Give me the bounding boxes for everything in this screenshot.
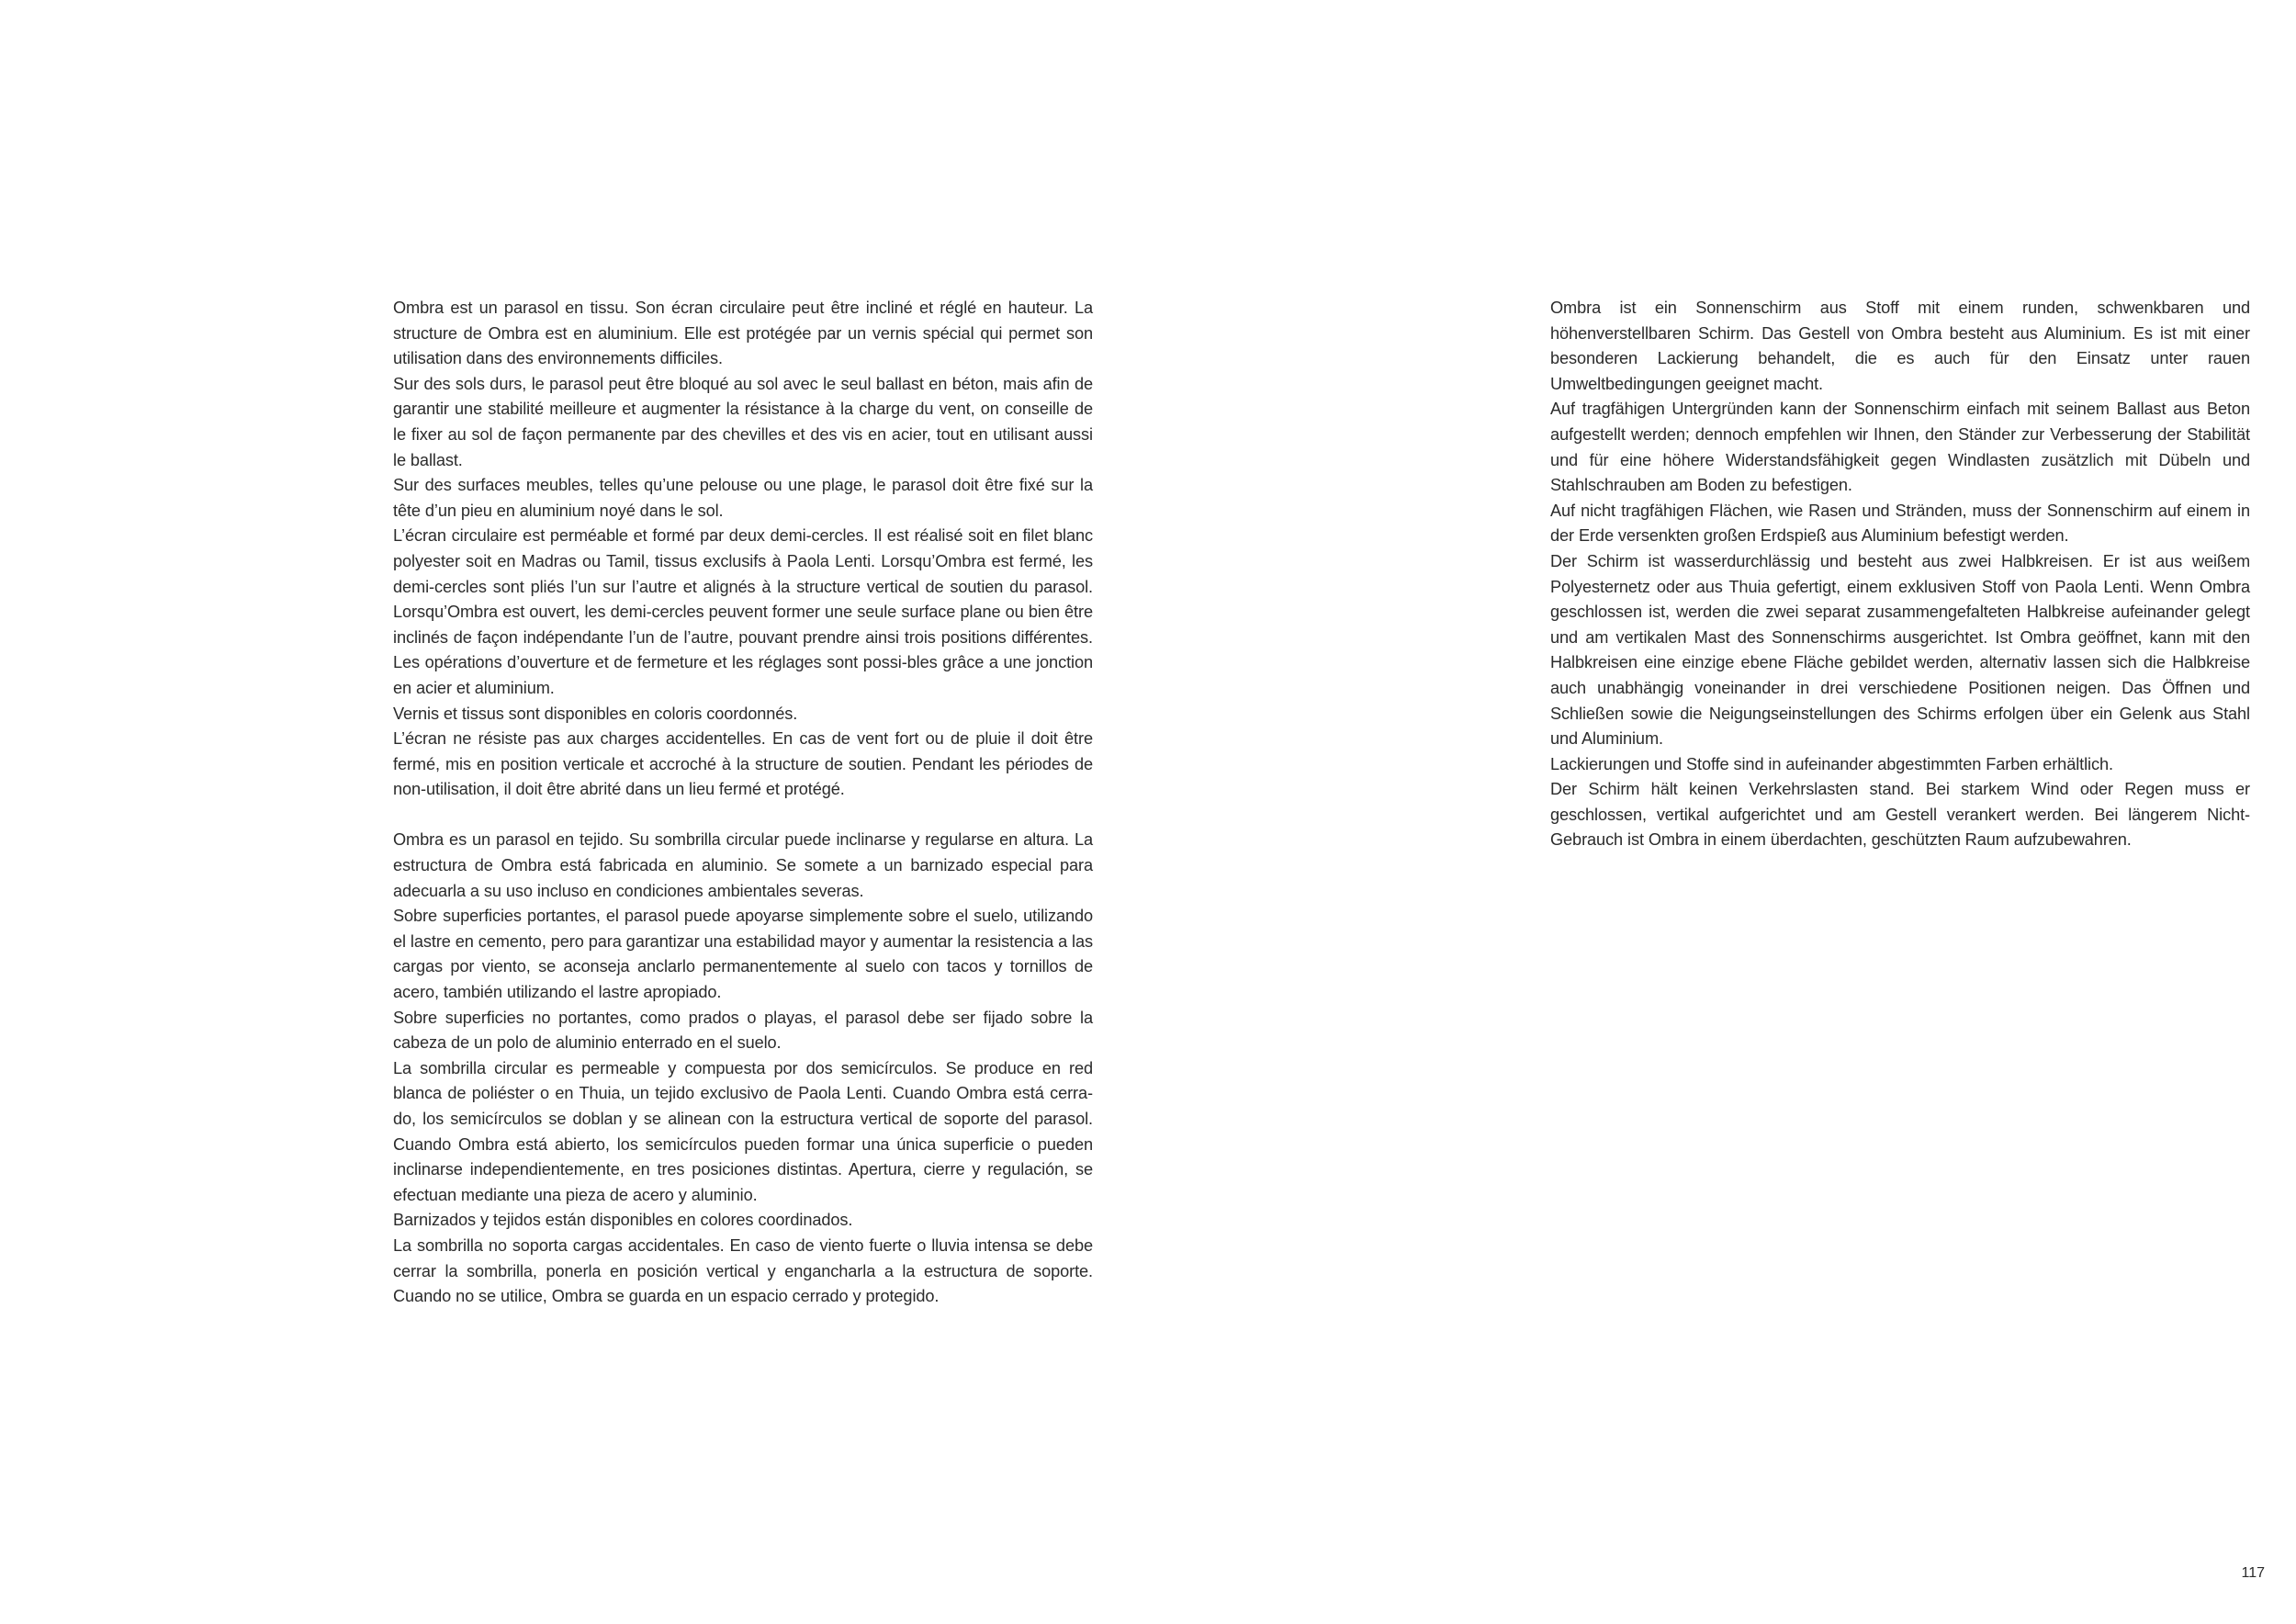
paragraph: Lackierungen und Stoffe sind in aufeinander abgestimmten Farben erhältlich. (1550, 754, 2113, 773)
paragraph: Sobre superficies portantes, el parasol puede apoyarse simplemente sobre el suelo, utilizando el lastre en cemento, pero para garantizar una estabilidad mayor y aumentar la resistencia a las cargas por viento, se aconseja anclarlo permanentemente al suelo con tacos y tornillos de acero, también utilizando el lastre apropiado. (393, 907, 1093, 1002)
paragraph: Sur des sols durs, le parasol peut être bloqué au sol avec le seul ballast en béton, mais afin de garantir une stabilité meilleure et augmenter la résistance à la charge du vent, on conseille de le fixer au sol de façon permanente par des chevilles et des vis en acier, tout en utilisant aussi le ballast. (393, 374, 1093, 469)
german-section (1550, 296, 2250, 853)
paragraph: Ombra es un parasol en tejido. Su sombrilla circular puede inclinarse y regularse en altura. La estructura de Ombra está fabricada en aluminio. Se somete a un barnizado especial para adecuarla a su uso incluso en condiciones ambientales severas. (393, 830, 1093, 900)
paragraph: Sobre superficies no portantes, como prados o playas, el parasol debe ser fijado sobre la cabeza de un polo de aluminio enterrado en el suelo. (393, 1008, 1093, 1053)
paragraph: Auf tragfähigen Untergründen kann der Sonnenschirm einfach mit seinem Ballast aus Beton aufgestellt werden; dennoch empfehlen wir Ihnen, den Ständer zur Verbesserung der Stabilität und für eine höhere Widerstandsfähigkeit gegen Windlasten zusätzlich mit Dübeln und Stahlschrauben am Boden zu befestigen. (1550, 400, 2250, 495)
paragraph: La sombrilla no soporta cargas accidentales. En caso de viento fuerte o lluvia intensa se debe cerrar la sombrilla, ponerla en posición vertical y engancharla a la estructura de soporte. Cuando no se utilice, Ombra se guarda en un espacio cerrado y protegido. (393, 1235, 1093, 1306)
page-number: 117 (2241, 1565, 2265, 1581)
spanish-section (393, 828, 1093, 1309)
left-text-column (393, 296, 1093, 1310)
paragraph: Der Schirm ist wasserdurchlässig und besteht aus zwei Halbkreisen. Er ist aus weißem Polyesternetz oder aus Thuia gefertigt, einem exklusiven Stoff von Paola Lenti. Wenn Ombra geschlossen ist, werden die zwei separat zusammengefalteten Halbkreise aufeinander gelegt und am vertikalen Mast des Sonnenschirms ausgerichtet. Ist Ombra geöffnet, kann mit den Halbkreisen eine einzige ebene Fläche gebildet werden, alternativ lassen sich die Halbkreise auch unabhängig voneinander in drei verschiedene Positionen neigen. Das Öffnen und Schließen sowie die Neigungseinstellungen des Schirms erfolgen über ein Gelenk aus Stahl und Aluminium. (1550, 551, 2250, 749)
paragraph: Auf nicht tragfähigen Flächen, wie Rasen und Stränden, muss der Sonnenschirm auf einem in der Erde versenkten großen Erdspieß aus Aluminium befestigt werden. (1550, 501, 2250, 546)
paragraph: Ombra ist ein Sonnenschirm aus Stoff mit einem runden, schwenkbaren und höhenverstellbaren Schirm. Das Gestell von Ombra besteht aus Aluminium. Es ist mit einer besonderen Lackierung behandelt, die es auch für den Einsatz unter rauen Umweltbedingungen geeignet macht. (1550, 299, 2250, 393)
paragraph: Der Schirm hält keinen Verkehrslasten stand. Bei starkem Wind oder Regen muss er geschlossen, vertikal aufgerichtet und am Gestell verankert werden. Bei längerem Nicht-Gebrauch ist Ombra in einem überdachten, geschützten Raum aufzubewahren. (1550, 780, 2250, 850)
paragraph: Sur des surfaces meubles, telles qu’une pelouse ou une plage, le parasol doit être fixé sur la tête d’un pieu en aluminium noyé dans le sol. (393, 476, 1093, 520)
paragraph: L’écran ne résiste pas aux charges accidentelles. En cas de vent fort ou de pluie il doit être fermé, mis en position verticale et accroché à la structure de soutien. Pendant les périodes de non-utilisation, il doit être abrité dans un lieu fermé et protégé. (393, 729, 1093, 799)
paragraph: Barnizados y tejidos están disponibles en colores coordinados. (393, 1211, 853, 1230)
paragraph: Vernis et tissus sont disponibles en coloris coordonnés. (393, 704, 798, 723)
paragraph: La sombrilla circular es permeable y compuesta por dos semicírculos. Se produce en red blanca de poliéster o en Thuia, un tejido exclusivo de Paola Lenti. Cuando Ombra está cerra-do, los semicírculos se doblan y se alinean con la estructura vertical de soporte del parasol. Cuando Ombra está abierto, los semicírculos pueden formar una única superficie o pueden inclinarse independientemente, en tres posiciones distintas. Apertura, cierre y regulación, se efectuan mediante una pieza de acero y aluminio. (393, 1058, 1093, 1204)
paragraph: Ombra est un parasol en tissu. Son écran circulaire peut être incliné et réglé en hauteur. La structure de Ombra est en aluminium. Elle est protégée par un vernis spécial qui permet son utilisation dans des environnements difficiles. (393, 299, 1093, 368)
right-text-column (1550, 296, 2250, 853)
french-section (393, 296, 1093, 803)
paragraph: L’écran circulaire est perméable et formé par deux demi-cercles. Il est réalisé soit en filet blanc polyester soit en Madras ou Tamil, tissus exclusifs à Paola Lenti. Lorsqu’Ombra est fermé, les demi-cercles sont pliés l’un sur l’autre et alignés à la structure vertical de soutien du parasol. Lorsqu’Ombra est ouvert, les demi-cercles peuvent former une seule surface plane ou bien être inclinés de façon indépendante l’un de l’autre, pouvant prendre ainsi trois positions différentes. Les opérations d’ouverture et de fermeture et les réglages sont possi-bles grâce a une jonction en acier et aluminium. (393, 526, 1093, 697)
